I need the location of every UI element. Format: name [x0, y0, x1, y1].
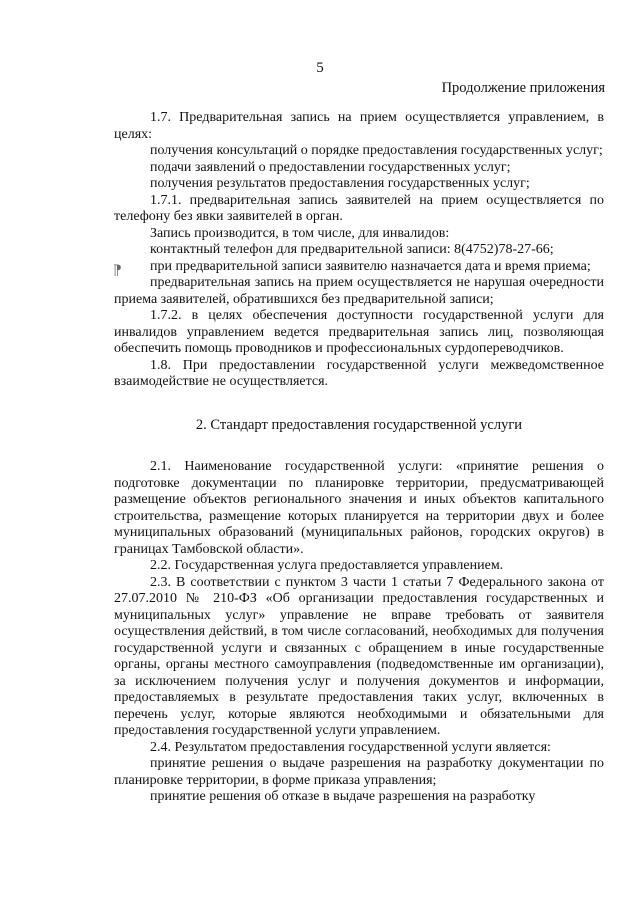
paragraph: контактный телефон для предварительной записи: 8(4752)78-27-66;: [150, 242, 554, 257]
paragraph: подачи заявлений о предоставлении государственных услуг;: [150, 159, 511, 175]
page-number: 5: [316, 60, 324, 76]
document-body: [114, 110, 604, 806]
paragraph: принятие решения о выдаче разрешения на разработку документации по планировке территории, в форме приказа управления;: [114, 756, 604, 788]
paragraph: 1.7.1. предварительная запись заявителей на прием осуществляется по телефону без явки заявителей в орган.: [114, 192, 604, 224]
paragraph: 2.1. Наименование государственной услуги: «принятие решения о подготовке документации по планировке территории, предусматривающей размещение объектов регионального значения и иных объектов капитального строительства, размещение которых планируется на территории двух и более муниципальных образований (муниципальных районов, городских округов) в границах Тамбовской области».: [114, 459, 604, 557]
paragraph: 2.4. Результатом предоставления государственной услуги является:: [150, 739, 551, 755]
paragraph: 2.2. Государственная услуга предоставляется управлением.: [150, 558, 504, 573]
paragraph: принятие решения об отказе в выдаче разрешения на разработку: [150, 789, 536, 804]
paragraph: получения консультаций о порядке предоставления государственных услуг;: [150, 143, 603, 158]
paragraph: 2.3. В соответствии с пунктом 3 части 1 статьи 7 Федерального закона от 27.07.2010 № 210-ФЗ «Об организации предоставления государственных и муниципальных услуг» управление не вправе требовать от заявителя осуществления действий, в том числе согласований, необходимых для получения государственной услуги и связанных с обращением в иные государственные органы, органы местного самоуправления (подведомственные им организации), за исключением получения услуг и получения документов и информации, предоставляемых в результате предоставления таких услуг, включенных в перечень услуг, которые являются необходимыми и обязательными для предоставления государственной услуги управлением.: [114, 574, 604, 738]
paragraph: при предварительной записи заявителю назначается дата и время приема;: [150, 258, 591, 274]
paragraph: предварительная запись на прием осуществляется не нарушая очередности приема заявителей, обратившихся без предварительной записи;: [114, 275, 604, 307]
paragraph: получения результатов предоставления государственных услуг;: [150, 176, 530, 191]
section-title: 2. Стандарт предоставления государственной услуги: [195, 416, 523, 433]
paragraph: 1.7.2. в целях обеспечения доступности государственной услуги для инвалидов управлением ведется предварительная запись лиц, позволяющая обеспечить помощь проводников и профессиональных сурдопереводчиков.: [114, 308, 604, 356]
margin-mark-icon: ⁋: [113, 264, 122, 279]
paragraph: 1.8. При предоставлении государственной услуги межведомственное взаимодействие не осуществляется.: [114, 357, 604, 389]
appendix-note: Продолжение приложения: [441, 80, 605, 96]
paragraph: 1.7. Предварительная запись на прием осуществляется управлением, в целях:: [114, 110, 604, 142]
paragraph: Запись производится, в том числе, для инвалидов:: [150, 225, 450, 241]
